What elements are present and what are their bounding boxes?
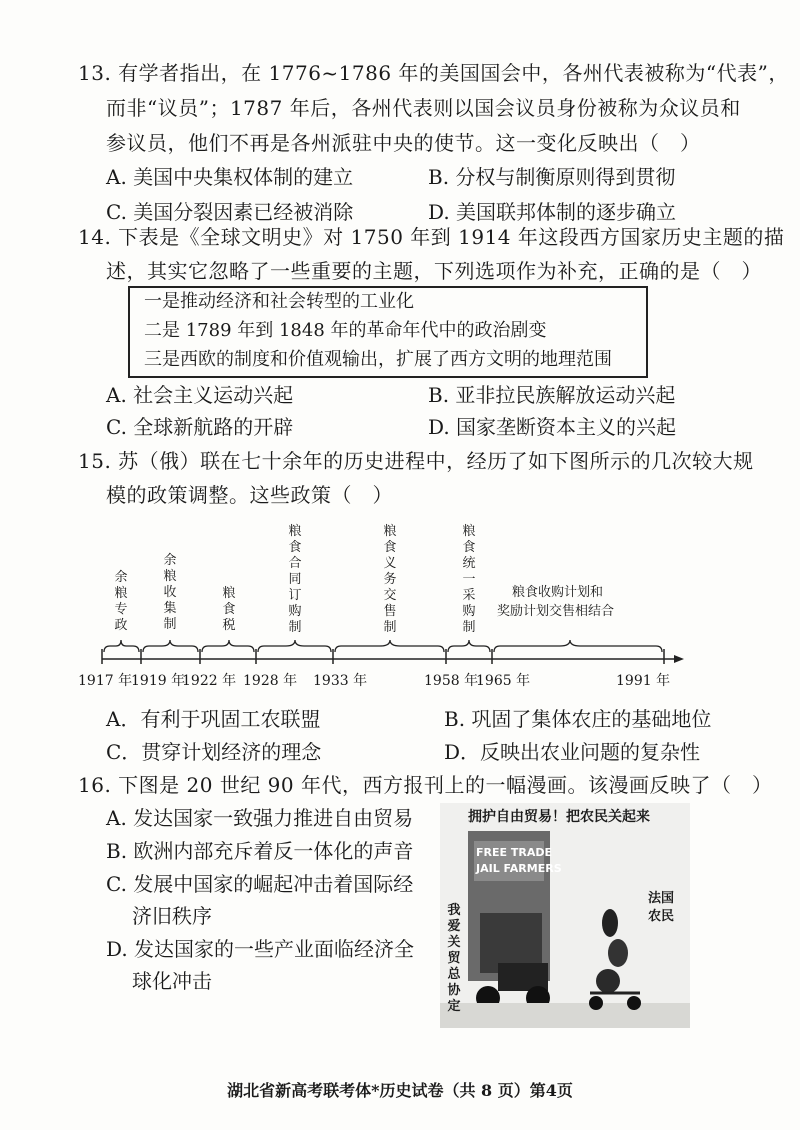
year-1958: 1958 年: [424, 673, 479, 689]
cart-wheel-1: [589, 996, 603, 1010]
policy-label-5: 粮食义务交售制: [383, 524, 397, 635]
farmer-figure-1: [602, 909, 618, 937]
cartoon-caption: 拥护自由贸易！把农民关起来: [468, 809, 650, 825]
q16-option-d-line1[interactable]: D. 发达国家的一些产业面临经济全: [106, 937, 415, 961]
timeline-ticks: [102, 649, 664, 664]
ground: [440, 1003, 690, 1028]
q14-option-d[interactable]: D. 国家垄断资本主义的兴起: [428, 415, 677, 439]
q14-theme-1: 一是推动经济和社会转型的工业化: [144, 291, 414, 312]
q13-stem-line2: 而非“议员”；1787 年后，各州代表则以国会议员身份被称为众议员和: [106, 96, 741, 120]
french-farmers-label-1: 法国: [648, 891, 675, 906]
q16-option-c-line1[interactable]: C. 发展中国家的崛起冲击着国际经: [106, 872, 414, 896]
q16-stem: 16. 下图是 20 世纪 90 年代，西方报刊上的一幅漫画。该漫画反映了（ ）: [78, 773, 773, 797]
cartoon-side-label: 我爱关贸总协定: [447, 903, 461, 1014]
q13-stem-line1: 13. 有学者指出，在 1776~1786 年的美国国会中，各州代表被称为“代表”，: [78, 61, 789, 85]
year-1917: 1917 年: [78, 673, 133, 689]
farmer-figure-3: [596, 969, 620, 993]
q15-option-c[interactable]: C．贯穿计划经济的理念: [106, 740, 322, 764]
q13-option-a[interactable]: A. 美国中央集权体制的建立: [106, 165, 354, 189]
policy-label-7-line2: 奖励计划交售相结合: [497, 604, 615, 619]
year-1928: 1928 年: [243, 673, 298, 689]
french-farmers-label-2: 农民: [648, 909, 675, 924]
year-1922: 1922 年: [182, 673, 237, 689]
truck-text-free-trade: FREE TRADE: [476, 846, 552, 859]
year-1919: 1919 年: [131, 673, 186, 689]
q14-option-a[interactable]: A. 社会主义运动兴起: [106, 383, 294, 407]
policy-label-3: 粮食税: [222, 586, 236, 633]
q15-option-d[interactable]: D．反映出农业问题的复杂性: [444, 740, 701, 764]
year-1965: 1965 年: [476, 673, 531, 689]
q16-option-c-line2[interactable]: 济旧秩序: [132, 904, 212, 928]
year-1991: 1991 年: [616, 673, 671, 689]
policy-label-1: 余粮专政: [114, 570, 128, 633]
policy-label-7-line1: 粮食收购计划和: [512, 585, 604, 600]
q13-option-c[interactable]: C. 美国分裂因素已经被消除: [106, 200, 354, 224]
q13-stem-line3: 参议员，他们不再是各州派驻中央的使节。这一变化反映出（ ）: [106, 131, 701, 155]
policy-label-6: 粮食统一采购制: [462, 524, 476, 635]
q14-theme-3: 三是西欧的制度和价值观输出，扩展了西方文明的地理范围: [144, 349, 612, 370]
q14-option-b[interactable]: B. 亚非拉民族解放运动兴起: [428, 383, 676, 407]
policy-label-2: 余粮收集制: [163, 553, 177, 632]
q14-stem-line1: 14. 下表是《全球文明史》对 1750 年到 1914 年这段西方国家历史主题的描: [78, 225, 785, 249]
q15-option-b[interactable]: B. 巩固了集体农庄的基础地位: [444, 707, 712, 731]
q13-option-b[interactable]: B. 分权与制衡原则得到贯彻: [428, 165, 676, 189]
farmer-figure-2: [608, 939, 628, 967]
q15-stem-line1: 15. 苏（俄）联在七十余年的历史进程中，经历了如下图所示的几次较大规: [78, 449, 754, 473]
cart-wheel-2: [627, 996, 641, 1010]
q14-stem-line2: 述，其实它忽略了一些重要的主题，下列选项作为补充，正确的是（ ）: [106, 259, 762, 283]
q13-option-d[interactable]: D. 美国联邦体制的逐步确立: [428, 200, 677, 224]
q14-theme-2: 二是 1789 年到 1848 年的革命年代中的政治剧变: [144, 320, 547, 341]
timeline-brackets: [104, 640, 662, 652]
q16-option-a[interactable]: A. 发达国家一致强力推进自由贸易: [106, 806, 414, 830]
q15-stem-line2: 模的政策调整。这些政策（ ）: [106, 483, 393, 507]
q14-option-c[interactable]: C. 全球新航路的开辟: [106, 415, 294, 439]
q16-cartoon: [440, 803, 690, 1028]
policy-label-4: 粮食合同订购制: [288, 524, 302, 635]
q15-option-a[interactable]: A．有利于巩固工农联盟: [106, 707, 321, 731]
q16-option-b[interactable]: B. 欧洲内部充斥着反一体化的声音: [106, 839, 414, 863]
page-footer: 湖北省新高考联考体*历史试卷（共 8 页）第4页: [227, 1081, 573, 1100]
year-1933: 1933 年: [313, 673, 368, 689]
truck-text-jail-farmers: JAIL FARMERS: [476, 862, 562, 875]
q16-option-d-line2[interactable]: 球化冲击: [132, 969, 212, 993]
timeline-arrowhead: [674, 655, 684, 663]
